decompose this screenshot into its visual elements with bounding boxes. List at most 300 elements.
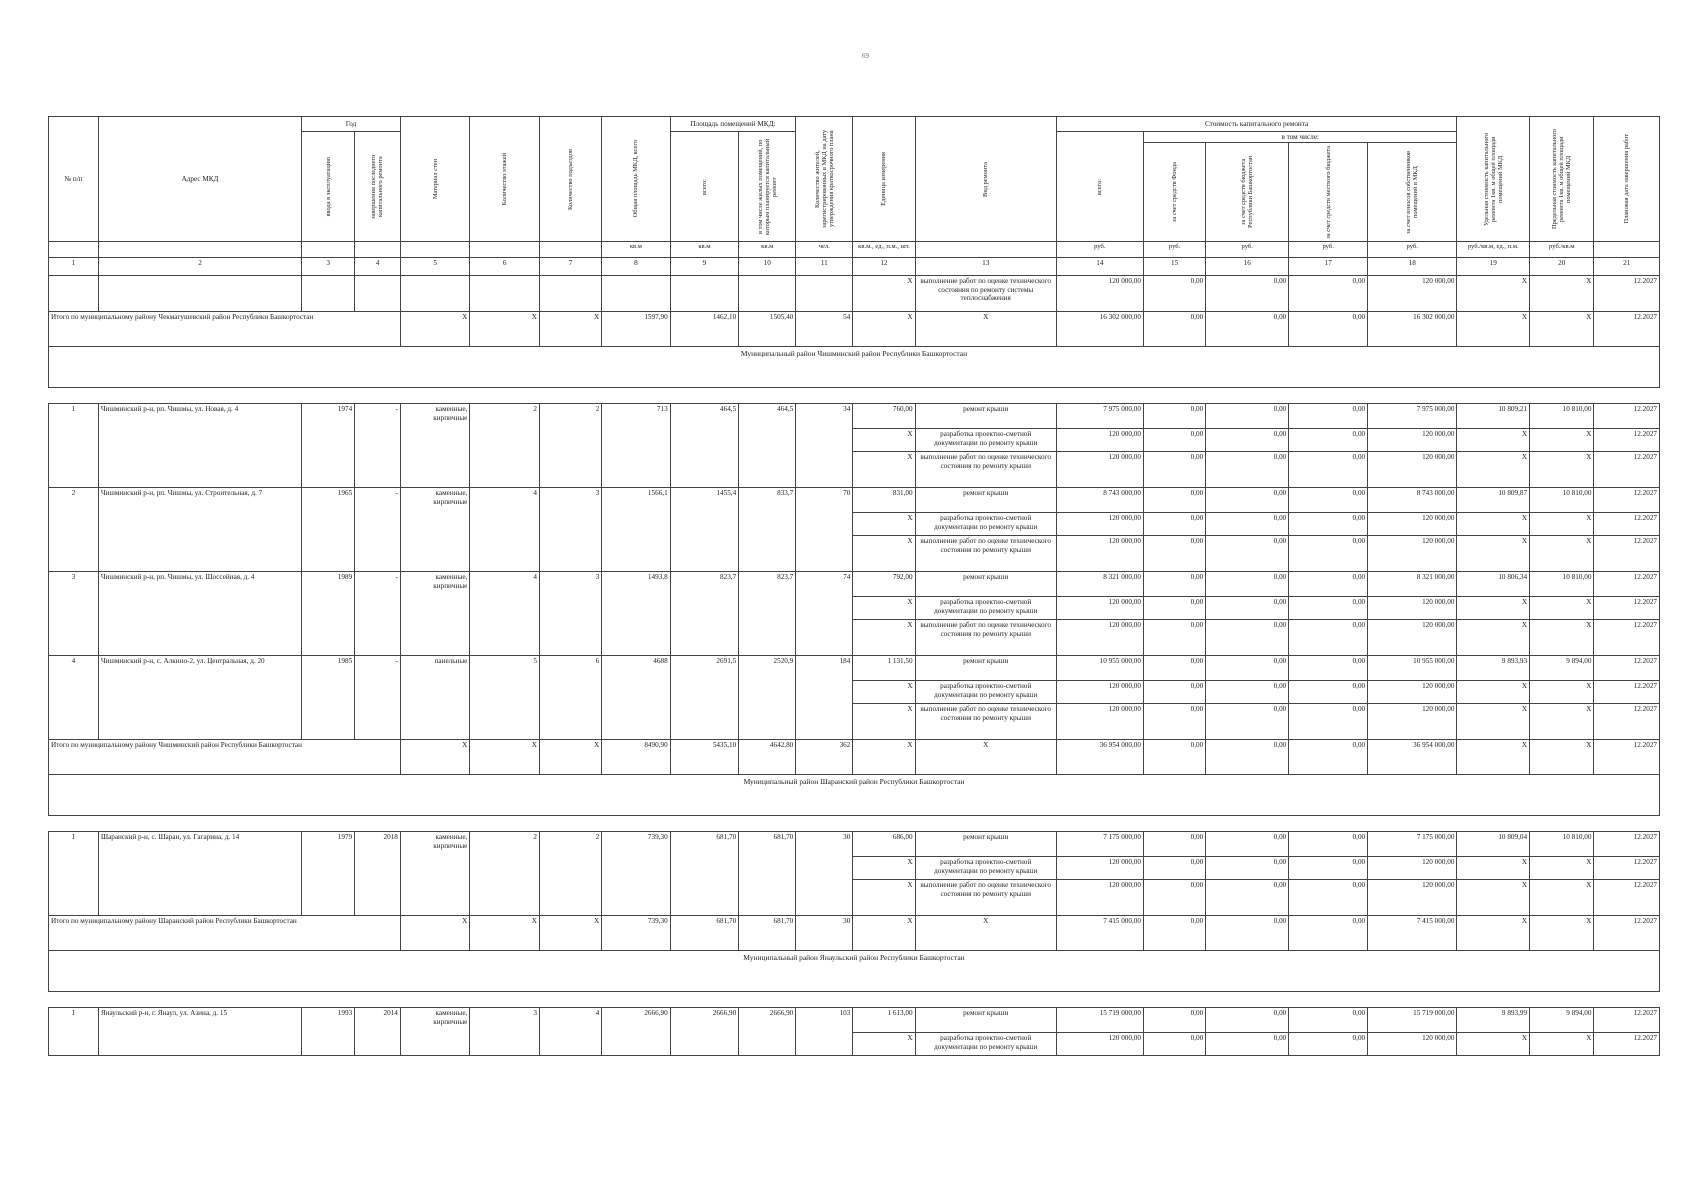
cost-c14: 7 175 000,00 — [1056, 832, 1143, 857]
row-number: 4 — [49, 656, 99, 740]
unit-value: X — [853, 276, 915, 312]
cost-c14: 120 000,00 — [1056, 704, 1143, 740]
residents-count: 34 — [796, 404, 853, 488]
cost-c16: 0,00 — [1206, 857, 1289, 880]
column-number: 18 — [1368, 258, 1457, 276]
cost-c21: 12.2027 — [1594, 404, 1660, 429]
cost-c18: 8 743 000,00 — [1368, 488, 1457, 513]
cost-c20: 10 810,00 — [1530, 488, 1594, 513]
cost-c14: 7 975 000,00 — [1056, 404, 1143, 429]
cost-c21: 12.2027 — [1594, 656, 1660, 681]
row-number: 1 — [49, 832, 99, 916]
residential-area: 833,7 — [739, 488, 796, 572]
cost-c17: 0,00 — [1289, 704, 1368, 740]
capital-repair-table — [48, 116, 1660, 1056]
floors-count: 5 — [470, 656, 540, 740]
units-row — [49, 242, 1660, 258]
empty-cell — [470, 276, 540, 312]
unit-cell: руб. — [1143, 242, 1205, 258]
cost-c19: X — [1457, 429, 1530, 452]
numbering-row — [49, 258, 1660, 276]
header-row-1 — [49, 117, 1660, 132]
cost-c15: 0,00 — [1143, 536, 1205, 572]
residents-count: 30 — [796, 832, 853, 916]
premises-area: 464,5 — [670, 404, 739, 488]
total-c21: 12.2027 — [1594, 740, 1660, 775]
total-c7: X — [539, 312, 601, 347]
total-c9: 681,70 — [670, 916, 739, 951]
row-number: 1 — [49, 1008, 99, 1056]
cost-c16: 0,00 — [1206, 404, 1289, 429]
unit-cell: кв.м — [670, 242, 739, 258]
unit-value: X — [853, 513, 915, 536]
cost-c17: 0,00 — [1289, 1033, 1368, 1056]
empty-cell — [49, 276, 99, 312]
year-built: 1993 — [302, 1008, 355, 1056]
cost-c15: 0,00 — [1143, 429, 1205, 452]
cost-c19: 10 809,04 — [1457, 832, 1530, 857]
cost-c21: 12.2027 — [1594, 1033, 1660, 1056]
cost-c20: X — [1530, 880, 1594, 916]
header-col-14: всего: — [1096, 178, 1104, 195]
unit-value: X — [853, 857, 915, 880]
cost-c21: 12.2027 — [1594, 513, 1660, 536]
floors-count: 4 — [470, 488, 540, 572]
total-c19: X — [1457, 312, 1530, 347]
total-c8: 1597,90 — [602, 312, 671, 347]
unit-value: X — [853, 620, 915, 656]
total-c21: 12.2027 — [1594, 916, 1660, 951]
cost-c21: 12.2027 — [1594, 488, 1660, 513]
unit-value: X — [853, 429, 915, 452]
repair-type: разработка проектно-сметной документации по ремонту крыши — [915, 1033, 1056, 1056]
unit-value: 1 613,00 — [853, 1008, 915, 1033]
cost-c20: 10 810,00 — [1530, 832, 1594, 857]
cost-c19: 10 809,21 — [1457, 404, 1530, 429]
cost-c20: X — [1530, 276, 1594, 312]
cost-c14: 120 000,00 — [1056, 597, 1143, 620]
district-section-row — [49, 775, 1660, 816]
empty-cell — [400, 276, 470, 312]
cost-c19: 9 893,93 — [1457, 656, 1530, 681]
cost-c15: 0,00 — [1143, 1033, 1205, 1056]
cost-c15: 0,00 — [1143, 597, 1205, 620]
cost-c21: 12.2027 — [1594, 429, 1660, 452]
total-c18: 36 954 000,00 — [1368, 740, 1457, 775]
cost-c15: 0,00 — [1143, 1008, 1205, 1033]
year-built: 1979 — [302, 832, 355, 916]
cost-c14: 120 000,00 — [1056, 429, 1143, 452]
spacer-row — [49, 816, 1660, 832]
cost-c17: 0,00 — [1289, 620, 1368, 656]
cost-c17: 0,00 — [1289, 597, 1368, 620]
total-c13: X — [915, 916, 1056, 951]
cost-c21: 12.2027 — [1594, 681, 1660, 704]
unit-value: X — [853, 536, 915, 572]
cost-c14: 120 000,00 — [1056, 681, 1143, 704]
total-c10: 4642,80 — [739, 740, 796, 775]
total-c14: 16 302 000,00 — [1056, 312, 1143, 347]
cost-c15: 0,00 — [1143, 276, 1205, 312]
cost-c15: 0,00 — [1143, 704, 1205, 740]
cost-c14: 8 743 000,00 — [1056, 488, 1143, 513]
column-number: 15 — [1143, 258, 1205, 276]
cost-c18: 8 321 000,00 — [1368, 572, 1457, 597]
cost-c14: 120 000,00 — [1056, 513, 1143, 536]
cost-c19: 10 806,34 — [1457, 572, 1530, 597]
unit-cell: руб. — [1368, 242, 1457, 258]
cost-c16: 0,00 — [1206, 620, 1289, 656]
cost-c15: 0,00 — [1143, 404, 1205, 429]
unit-value: X — [853, 704, 915, 740]
premises-area: 823,7 — [670, 572, 739, 656]
empty-cell — [355, 276, 401, 312]
cost-c18: 15 719 000,00 — [1368, 1008, 1457, 1033]
cost-c16: 0,00 — [1206, 1008, 1289, 1033]
cost-c16: 0,00 — [1206, 656, 1289, 681]
cost-c19: X — [1457, 620, 1530, 656]
premises-area: 2691,5 — [670, 656, 739, 740]
cost-c19: X — [1457, 513, 1530, 536]
total-c20: X — [1530, 916, 1594, 951]
empty-cell — [796, 276, 853, 312]
cost-c15: 0,00 — [1143, 513, 1205, 536]
column-number: 13 — [915, 258, 1056, 276]
spacer — [49, 388, 1660, 404]
header-col-8: Общая площадь МКД, всего — [632, 140, 640, 218]
year-last-repair: - — [355, 404, 401, 488]
page-number: 69 — [862, 52, 869, 60]
wall-material: каменные, кирпичные — [400, 488, 470, 572]
cost-c18: 120 000,00 — [1368, 597, 1457, 620]
residential-area: 681,70 — [739, 832, 796, 916]
column-number: 8 — [602, 258, 671, 276]
unit-cell: кв.м., ед., п.м., шт. — [853, 242, 915, 258]
cost-c16: 0,00 — [1206, 513, 1289, 536]
total-c8: 8490,90 — [602, 740, 671, 775]
cost-c15: 0,00 — [1143, 452, 1205, 488]
unit-value: X — [853, 597, 915, 620]
total-label: Итого по муниципальному району Чишминский район Республики Башкортостан — [49, 740, 401, 775]
premises-area: 2666,90 — [670, 1008, 739, 1056]
cost-c15: 0,00 — [1143, 656, 1205, 681]
row-number: 1 — [49, 404, 99, 488]
district-heading: Муниципальный район Чишминский район Республики Башкортостан — [49, 347, 1660, 388]
column-number: 19 — [1457, 258, 1530, 276]
column-number: 20 — [1530, 258, 1594, 276]
cost-c15: 0,00 — [1143, 880, 1205, 916]
cost-c18: 120 000,00 — [1368, 513, 1457, 536]
spacer — [49, 816, 1660, 832]
cost-c17: 0,00 — [1289, 656, 1368, 681]
unit-cell: чел. — [796, 242, 853, 258]
cost-c14: 10 955 000,00 — [1056, 656, 1143, 681]
residential-area: 823,7 — [739, 572, 796, 656]
wall-material: каменные, кирпичные — [400, 572, 470, 656]
total-c9: 1462,10 — [670, 312, 739, 347]
entrances-count: 2 — [539, 404, 601, 488]
cost-c14: 120 000,00 — [1056, 857, 1143, 880]
cost-c21: 12.2027 — [1594, 452, 1660, 488]
total-c11: 30 — [796, 916, 853, 951]
floors-count: 3 — [470, 1008, 540, 1056]
cost-c17: 0,00 — [1289, 1008, 1368, 1033]
repair-type: ремонт крыши — [915, 572, 1056, 597]
year-last-repair: - — [355, 656, 401, 740]
unit-value: 831,00 — [853, 488, 915, 513]
repair-type: выполнение работ по оценке технического состояния по ремонту системы теплоснабжения — [915, 276, 1056, 312]
cost-c16: 0,00 — [1206, 681, 1289, 704]
cost-c21: 12.2027 — [1594, 276, 1660, 312]
total-c18: 16 302 000,00 — [1368, 312, 1457, 347]
total-c6: X — [470, 312, 540, 347]
cost-c17: 0,00 — [1289, 488, 1368, 513]
residents-count: 103 — [796, 1008, 853, 1056]
total-c18: 7 415 000,00 — [1368, 916, 1457, 951]
cost-c19: X — [1457, 681, 1530, 704]
header-area-group: Площадь помещений МКД: — [670, 117, 796, 132]
empty-cell — [539, 276, 601, 312]
cost-c20: X — [1530, 597, 1594, 620]
cost-c14: 120 000,00 — [1056, 880, 1143, 916]
unit-value: 1 131,50 — [853, 656, 915, 681]
building-row — [49, 656, 1660, 681]
cost-c18: 120 000,00 — [1368, 704, 1457, 740]
header-year-group: Год — [302, 117, 401, 132]
repair-type: ремонт крыши — [915, 1008, 1056, 1033]
repair-type: ремонт крыши — [915, 832, 1056, 857]
cost-c20: 9 894,00 — [1530, 1008, 1594, 1033]
cost-c18: 120 000,00 — [1368, 1033, 1457, 1056]
unit-cell: руб./кв.м, ед., п.м. — [1457, 242, 1530, 258]
total-c13: X — [915, 740, 1056, 775]
wall-material: каменные, кирпичные — [400, 832, 470, 916]
total-c11: 362 — [796, 740, 853, 775]
cost-c18: 120 000,00 — [1368, 857, 1457, 880]
premises-area: 1455,4 — [670, 488, 739, 572]
header-col-16: за счет средств бюджета Республики Башкортостан — [1240, 156, 1255, 229]
cost-c19: X — [1457, 704, 1530, 740]
column-number: 5 — [400, 258, 470, 276]
cost-c17: 0,00 — [1289, 404, 1368, 429]
cost-c16: 0,00 — [1206, 488, 1289, 513]
header-col-18: за счет взносов собственников помещений в МКД — [1405, 150, 1420, 234]
district-heading: Муниципальный район Шаранский район Республики Башкортостан — [49, 775, 1660, 816]
floors-count: 2 — [470, 832, 540, 916]
year-built: 1989 — [302, 572, 355, 656]
empty-cell — [739, 276, 796, 312]
cost-c14: 15 719 000,00 — [1056, 1008, 1143, 1033]
cost-c15: 0,00 — [1143, 832, 1205, 857]
total-area: 1566,1 — [602, 488, 671, 572]
total-c15: 0,00 — [1143, 916, 1205, 951]
district-section-row — [49, 347, 1660, 388]
building-address: Чишминский р-н, рп. Чишмы, ул. Строительная, д. 7 — [98, 488, 301, 572]
unit-value: 686,00 — [853, 832, 915, 857]
total-area: 2666,90 — [602, 1008, 671, 1056]
total-c20: X — [1530, 312, 1594, 347]
cost-c18: 120 000,00 — [1368, 429, 1457, 452]
cost-c16: 0,00 — [1206, 597, 1289, 620]
cost-c17: 0,00 — [1289, 857, 1368, 880]
header-col-4: завершения последнего капитального ремонта — [370, 154, 385, 219]
column-number: 6 — [470, 258, 540, 276]
header-col-19: Удельная стоимость капитального ремонта 1кв. м общей площади помещений МКД — [1482, 132, 1504, 226]
cost-c18: 120 000,00 — [1368, 452, 1457, 488]
spacer — [49, 992, 1660, 1008]
building-address: Шаранский р-н, с. Шаран, ул. Гагарина, д. 14 — [98, 832, 301, 916]
header-col-12: Единица измерения — [880, 152, 888, 207]
empty-cell — [302, 276, 355, 312]
cost-c14: 120 000,00 — [1056, 276, 1143, 312]
cost-c17: 0,00 — [1289, 452, 1368, 488]
column-number: 21 — [1594, 258, 1660, 276]
entrances-count: 4 — [539, 1008, 601, 1056]
residential-area: 2520,9 — [739, 656, 796, 740]
cost-c20: X — [1530, 681, 1594, 704]
building-address: Янаульский р-н, г. Янаул, ул. Азина, д. 15 — [98, 1008, 301, 1056]
header-col-1: № п/п — [49, 117, 99, 242]
building-row — [49, 572, 1660, 597]
unit-cell — [400, 242, 470, 258]
cost-c21: 12.2027 — [1594, 857, 1660, 880]
repair-type: ремонт крыши — [915, 404, 1056, 429]
total-area: 4688 — [602, 656, 671, 740]
cost-c16: 0,00 — [1206, 452, 1289, 488]
repair-type: выполнение работ по оценке технического состояния по ремонту крыши — [915, 620, 1056, 656]
total-c12: X — [853, 312, 915, 347]
cost-c16: 0,00 — [1206, 704, 1289, 740]
cost-c20: 10 810,00 — [1530, 572, 1594, 597]
cost-c16: 0,00 — [1206, 429, 1289, 452]
header-col-7: Количество подъездов — [567, 148, 575, 210]
building-row — [49, 488, 1660, 513]
unit-cell: руб. — [1206, 242, 1289, 258]
entrances-count: 2 — [539, 832, 601, 916]
column-number: 4 — [355, 258, 401, 276]
unit-cell — [302, 242, 355, 258]
cost-c15: 0,00 — [1143, 857, 1205, 880]
floors-count: 2 — [470, 404, 540, 488]
column-number: 2 — [98, 258, 301, 276]
cost-c21: 12.2027 — [1594, 704, 1660, 740]
repair-type: выполнение работ по оценке технического состояния по ремонту крыши — [915, 452, 1056, 488]
cost-c16: 0,00 — [1206, 572, 1289, 597]
empty-cell — [98, 276, 301, 312]
cost-c17: 0,00 — [1289, 572, 1368, 597]
column-number: 11 — [796, 258, 853, 276]
header-cost-group: Стоимость капитального ремонта — [1056, 117, 1457, 132]
unit-cell: руб./кв.м — [1530, 242, 1594, 258]
cost-c15: 0,00 — [1143, 620, 1205, 656]
total-c11: 54 — [796, 312, 853, 347]
cost-c19: X — [1457, 452, 1530, 488]
cost-c20: X — [1530, 429, 1594, 452]
district-heading: Муниципальный район Янаульский район Республики Башкортостан — [49, 951, 1660, 992]
residents-count: 70 — [796, 488, 853, 572]
header-col-10: в том числе жилых помещений, по которым планируется капитальный ремонт — [756, 138, 778, 235]
unit-cell — [49, 242, 99, 258]
header-incl-group: в том числе: — [1143, 132, 1456, 143]
unit-cell — [915, 242, 1056, 258]
entrances-count: 3 — [539, 488, 601, 572]
cost-c21: 12.2027 — [1594, 1008, 1660, 1033]
spacer-row — [49, 388, 1660, 404]
cost-c15: 0,00 — [1143, 572, 1205, 597]
entrances-count: 6 — [539, 656, 601, 740]
total-c19: X — [1457, 916, 1530, 951]
repair-type: выполнение работ по оценке технического состояния по ремонту крыши — [915, 704, 1056, 740]
cost-c16: 0,00 — [1206, 832, 1289, 857]
cost-c20: X — [1530, 1033, 1594, 1056]
column-number: 3 — [302, 258, 355, 276]
wall-material: панельные — [400, 656, 470, 740]
cost-c19: 10 809,87 — [1457, 488, 1530, 513]
column-number: 10 — [739, 258, 796, 276]
unit-cell — [355, 242, 401, 258]
year-last-repair: - — [355, 572, 401, 656]
total-c6: X — [470, 916, 540, 951]
residential-area: 2666,90 — [739, 1008, 796, 1056]
cost-c21: 12.2027 — [1594, 572, 1660, 597]
unit-cell — [539, 242, 601, 258]
total-c17: 0,00 — [1289, 312, 1368, 347]
unit-cell: руб. — [1056, 242, 1143, 258]
header-col-15: за счет средств Фонда — [1171, 162, 1179, 223]
total-c9: 5435,10 — [670, 740, 739, 775]
cost-c15: 0,00 — [1143, 681, 1205, 704]
cost-c16: 0,00 — [1206, 276, 1289, 312]
total-c12: X — [853, 740, 915, 775]
total-c17: 0,00 — [1289, 740, 1368, 775]
header-col-6: Количество этажей — [501, 152, 509, 206]
unit-value: X — [853, 1033, 915, 1056]
building-row — [49, 832, 1660, 857]
building-row — [49, 404, 1660, 429]
unit-cell: руб. — [1289, 242, 1368, 258]
spacer-row — [49, 992, 1660, 1008]
total-area: 713 — [602, 404, 671, 488]
cost-c20: X — [1530, 536, 1594, 572]
total-c8: 739,30 — [602, 916, 671, 951]
cost-c20: X — [1530, 620, 1594, 656]
cost-c18: 7 175 000,00 — [1368, 832, 1457, 857]
cost-c20: X — [1530, 513, 1594, 536]
header-col-20: Предельная стоимость капитального ремонта 1кв. м общей площади помещений МКД — [1551, 129, 1573, 230]
table-body — [49, 117, 1660, 1056]
district-total-row — [49, 916, 1660, 951]
header-col-5: Материал стен — [431, 159, 439, 200]
cost-c19: X — [1457, 1033, 1530, 1056]
building-row — [49, 1008, 1660, 1033]
row-number: 3 — [49, 572, 99, 656]
repair-type: ремонт крыши — [915, 656, 1056, 681]
column-number: 1 — [49, 258, 99, 276]
total-c5: X — [400, 740, 470, 775]
wall-material: каменные, кирпичные — [400, 1008, 470, 1056]
year-last-repair: - — [355, 488, 401, 572]
header-col-3: ввода в эксплуатацию — [324, 156, 332, 217]
total-c17: 0,00 — [1289, 916, 1368, 951]
cost-c21: 12.2027 — [1594, 880, 1660, 916]
header-col-2: Адрес МКД — [98, 117, 301, 242]
total-c16: 0,00 — [1206, 312, 1289, 347]
premises-area: 681,70 — [670, 832, 739, 916]
total-c7: X — [539, 740, 601, 775]
year-last-repair: 2018 — [355, 832, 401, 916]
cost-c17: 0,00 — [1289, 681, 1368, 704]
cost-c19: X — [1457, 857, 1530, 880]
